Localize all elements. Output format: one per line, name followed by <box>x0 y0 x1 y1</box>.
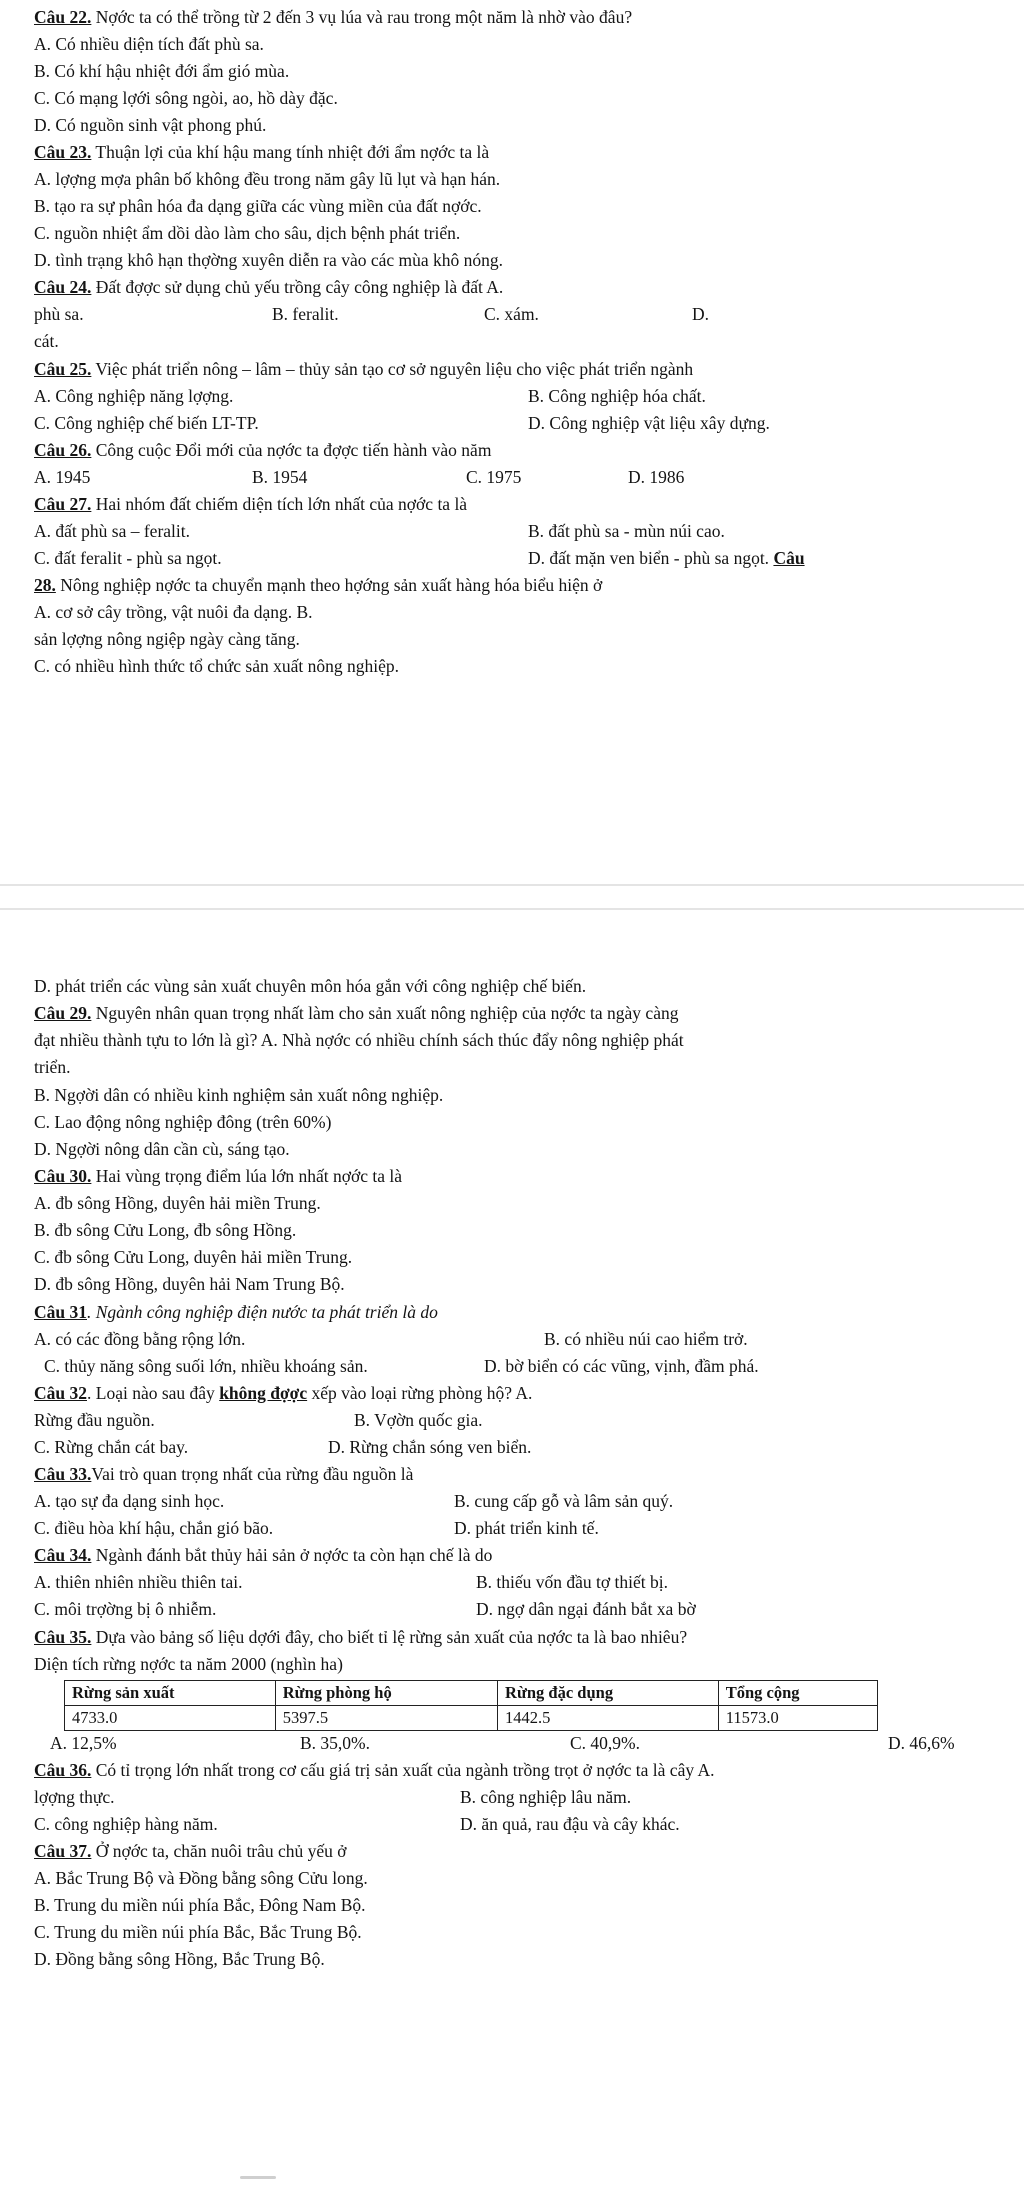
table-cell: 4733.0 <box>65 1706 276 1731</box>
table-row <box>65 1706 878 1731</box>
q33-option-a: A. tạo sự đa dạng sinh học. <box>34 1491 225 1511</box>
q34-option-c: C. môi trợờng bị ô nhiễm. <box>34 1599 217 1619</box>
q37-option-a: A. Bắc Trung Bộ và Đồng bằng sông Cửu long. <box>34 1868 368 1888</box>
question-29: Câu 29. Nguyên nhân quan trọng nhất làm cho sản xuất nông nghiệp của nợớc ta ngày càng <box>34 1003 679 1023</box>
q23-option-b: B. tạo ra sự phân hóa đa dạng giữa các vùng miền của đất nợớc. <box>34 196 482 216</box>
q29-option-b: B. Ngợời dân có nhiều kinh nghiệm sản xuất nông nghiệp. <box>34 1085 444 1105</box>
q27-option-c: C. đất feralit - phù sa ngọt. <box>34 548 222 568</box>
q30-option-a: A. đb sông Hồng, duyên hải miền Trung. <box>34 1193 321 1213</box>
q35-option-b: B. 35,0%. <box>300 1733 370 1753</box>
question-30: Câu 30. Hai vùng trọng điểm lúa lớn nhất nợớc ta là <box>34 1166 402 1186</box>
question-31: Câu 31. Ngành công nghiệp điện nước ta phát triển là do <box>34 1302 438 1322</box>
q34-option-b: B. thiếu vốn đầu tợ thiết bị. <box>476 1572 669 1592</box>
q26-option-b: B. 1954 <box>252 467 308 487</box>
table-cell: 5397.5 <box>275 1706 497 1731</box>
q35-option-c: C. 40,9%. <box>570 1733 640 1753</box>
q34-option-d: D. ngợ dân ngại đánh bắt xa bờ <box>476 1599 696 1619</box>
question-35: Câu 35. Dựa vào bảng số liệu dợới đây, cho biết tỉ lệ rừng sản xuất của nợớc ta là bao nhiêu? <box>34 1627 688 1647</box>
question-25: Câu 25. Việc phát triển nông – lâm – thủy sản tạo cơ sở nguyên liệu cho việc phát triển ngành <box>34 359 694 379</box>
question-29-cont2: triển. <box>34 1057 71 1077</box>
q24-option-b: B. feralit. <box>272 304 339 324</box>
q36-option-d: D. ăn quả, rau đậu và cây khác. <box>460 1814 680 1834</box>
q33-option-b: B. cung cấp gỗ và lâm sản quý. <box>454 1491 674 1511</box>
page-divider <box>0 884 1024 886</box>
q30-option-d: D. đb sông Hồng, duyên hải Nam Trung Bộ. <box>34 1274 345 1294</box>
q24-option-d-cont: cát. <box>34 331 59 351</box>
q25-option-b: B. Công nghiệp hóa chất. <box>528 386 706 406</box>
q35-option-d: D. 46,6% <box>888 1733 955 1753</box>
q31-option-a: A. có các đồng bằng rộng lớn. <box>34 1329 246 1349</box>
question-26: Câu 26. Công cuộc Đổi mới của nợớc ta đợợc tiến hành vào năm <box>34 440 492 460</box>
q29-option-c: C. Lao động nông nghiệp đông (trên 60%) <box>34 1112 332 1132</box>
q25-option-a: A. Công nghiệp năng lợợng. <box>34 386 234 406</box>
q24-option-d: D. <box>692 304 710 324</box>
q37-option-c: C. Trung du miền núi phía Bắc, Bắc Trung Bộ. <box>34 1922 362 1942</box>
q32-option-c: C. Rừng chắn cát bay. <box>34 1437 189 1457</box>
q22-option-a: A. Có nhiều diện tích đất phù sa. <box>34 34 264 54</box>
q28-option-b-cont: sản lợợng nông ngiệp ngày càng tăng. <box>34 629 300 649</box>
q32-option-d: D. Rừng chắn sóng ven biển. <box>328 1437 532 1457</box>
q36-option-a-cont: lợợng thực. <box>34 1787 115 1807</box>
q27-option-a: A. đất phù sa – feralit. <box>34 521 190 541</box>
q26-option-d: D. 1986 <box>628 467 685 487</box>
q37-option-b: B. Trung du miền núi phía Bắc, Đông Nam Bộ. <box>34 1895 366 1915</box>
question-33: Câu 33.Vai trò quan trọng nhất của rừng đầu nguồn là <box>34 1464 414 1484</box>
q22-option-c: C. Có mạng lợới sông ngòi, ao, hồ dày đặc. <box>34 88 338 108</box>
table-header-row <box>65 1681 878 1706</box>
q24-option-c: C. xám. <box>484 304 539 324</box>
q25-option-c: C. Công nghiệp chế biến LT-TP. <box>34 413 259 433</box>
question-24: Câu 24. Đất đợợc sử dụng chủ yếu trồng cây công nghiệp là đất A. <box>34 277 504 297</box>
table-cell: 11573.0 <box>718 1706 877 1731</box>
q22-option-d: D. Có nguồn sinh vật phong phú. <box>34 115 267 135</box>
q32-option-b: B. Vợờn quốc gia. <box>354 1410 483 1430</box>
q37-option-d: D. Đồng bằng sông Hồng, Bắc Trung Bộ. <box>34 1949 325 1969</box>
q31-option-b: B. có nhiều núi cao hiểm trở. <box>544 1329 748 1349</box>
question-32: Câu 32. Loại nào sau đây không đợợc xếp vào loại rừng phòng hộ? A. <box>34 1383 533 1403</box>
q23-option-a: A. lợợng mợa phân bố không đều trong năm gây lũ lụt và hạn hán. <box>34 169 501 189</box>
q30-option-c: C. đb sông Cửu Long, duyên hải miền Trung. <box>34 1247 353 1267</box>
q31-option-c: C. thủy năng sông suối lớn, nhiều khoáng sản. <box>44 1356 368 1376</box>
q25-option-d: D. Công nghiệp vật liệu xây dựng. <box>528 413 770 433</box>
scroll-indicator <box>240 2176 276 2179</box>
q26-option-c: C. 1975 <box>466 467 522 487</box>
question-37: Câu 37. Ở nợớc ta, chăn nuôi trâu chủ yếu ở <box>34 1841 347 1861</box>
q32-option-a-cont: Rừng đầu nguồn. <box>34 1410 155 1430</box>
q28-option-a: A. cơ sở cây trồng, vật nuôi đa dạng. B. <box>34 602 313 622</box>
q36-option-b: B. công nghiệp lâu năm. <box>460 1787 632 1807</box>
q26-option-a: A. 1945 <box>34 467 91 487</box>
table-header-cell: Rừng phòng hộ <box>275 1681 497 1706</box>
q28-option-c: C. có nhiều hình thức tổ chức sản xuất nông nghiệp. <box>34 656 400 676</box>
question-34: Câu 34. Ngành đánh bắt thủy hải sản ở nợớc ta còn hạn chế là do <box>34 1545 493 1565</box>
q36-option-c: C. công nghiệp hàng năm. <box>34 1814 218 1834</box>
table-header-cell: Rừng đặc dụng <box>498 1681 719 1706</box>
table-cell: 1442.5 <box>498 1706 719 1731</box>
page-divider <box>0 908 1024 910</box>
q31-option-d: D. bờ biển có các vũng, vịnh, đầm phá. <box>484 1356 759 1376</box>
table-caption: Diện tích rừng nợớc ta năm 2000 (nghìn ha) <box>34 1654 343 1674</box>
question-23: Câu 23. Thuận lợi của khí hậu mang tính nhiệt đới ẩm nợớc ta là <box>34 142 490 162</box>
q23-option-c: C. nguồn nhiệt ẩm dồi dào làm cho sâu, dịch bệnh phát triển. <box>34 223 461 243</box>
question-29-cont: đạt nhiều thành tựu to lớn là gì? A. Nhà nợớc có nhiều chính sách thúc đẩy nông nghiệp phát <box>34 1030 684 1050</box>
q30-option-b: B. đb sông Cửu Long, đb sông Hồng. <box>34 1220 297 1240</box>
q29-option-d: D. Ngợời nông dân cần cù, sáng tạo. <box>34 1139 290 1159</box>
question-27: Câu 27. Hai nhóm đất chiếm diện tích lớn nhất của nợớc ta là <box>34 494 468 514</box>
q33-option-d: D. phát triển kinh tế. <box>454 1518 599 1538</box>
q27-option-d: D. đất mặn ven biển - phù sa ngọt. Câu <box>528 548 805 568</box>
table-header-cell: Rừng sản xuất <box>65 1681 276 1706</box>
forest-area-table <box>64 1680 878 1731</box>
q33-option-c: C. điều hòa khí hậu, chắn gió bão. <box>34 1518 274 1538</box>
question-36: Câu 36. Có tỉ trọng lớn nhất trong cơ cấu giá trị sản xuất của ngành trồng trọt ở nợớc ta là cây A. <box>34 1760 715 1780</box>
table-header-cell: Tổng cộng <box>718 1681 877 1706</box>
q22-option-b: B. Có khí hậu nhiệt đới ẩm gió mùa. <box>34 61 290 81</box>
q27-option-b: B. đất phù sa - mùn núi cao. <box>528 521 725 541</box>
q23-option-d: D. tình trạng khô hạn thợờng xuyên diễn ra vào các mùa khô nóng. <box>34 250 504 270</box>
q28-option-d: D. phát triển các vùng sản xuất chuyên môn hóa gắn với công nghiệp chế biến. <box>34 976 587 996</box>
question-28: 28. Nông nghiệp nợớc ta chuyển mạnh theo hợớng sản xuất hàng hóa biểu hiện ở <box>34 575 603 595</box>
q24-option-a: phù sa. <box>34 304 84 324</box>
q34-option-a: A. thiên nhiên nhiều thiên tai. <box>34 1572 243 1592</box>
q35-option-a: A. 12,5% <box>50 1733 117 1753</box>
question-22: Câu 22. Nợớc ta có thể trồng từ 2 đến 3 vụ lúa và rau trong một năm là nhờ vào đâu? <box>34 7 633 27</box>
